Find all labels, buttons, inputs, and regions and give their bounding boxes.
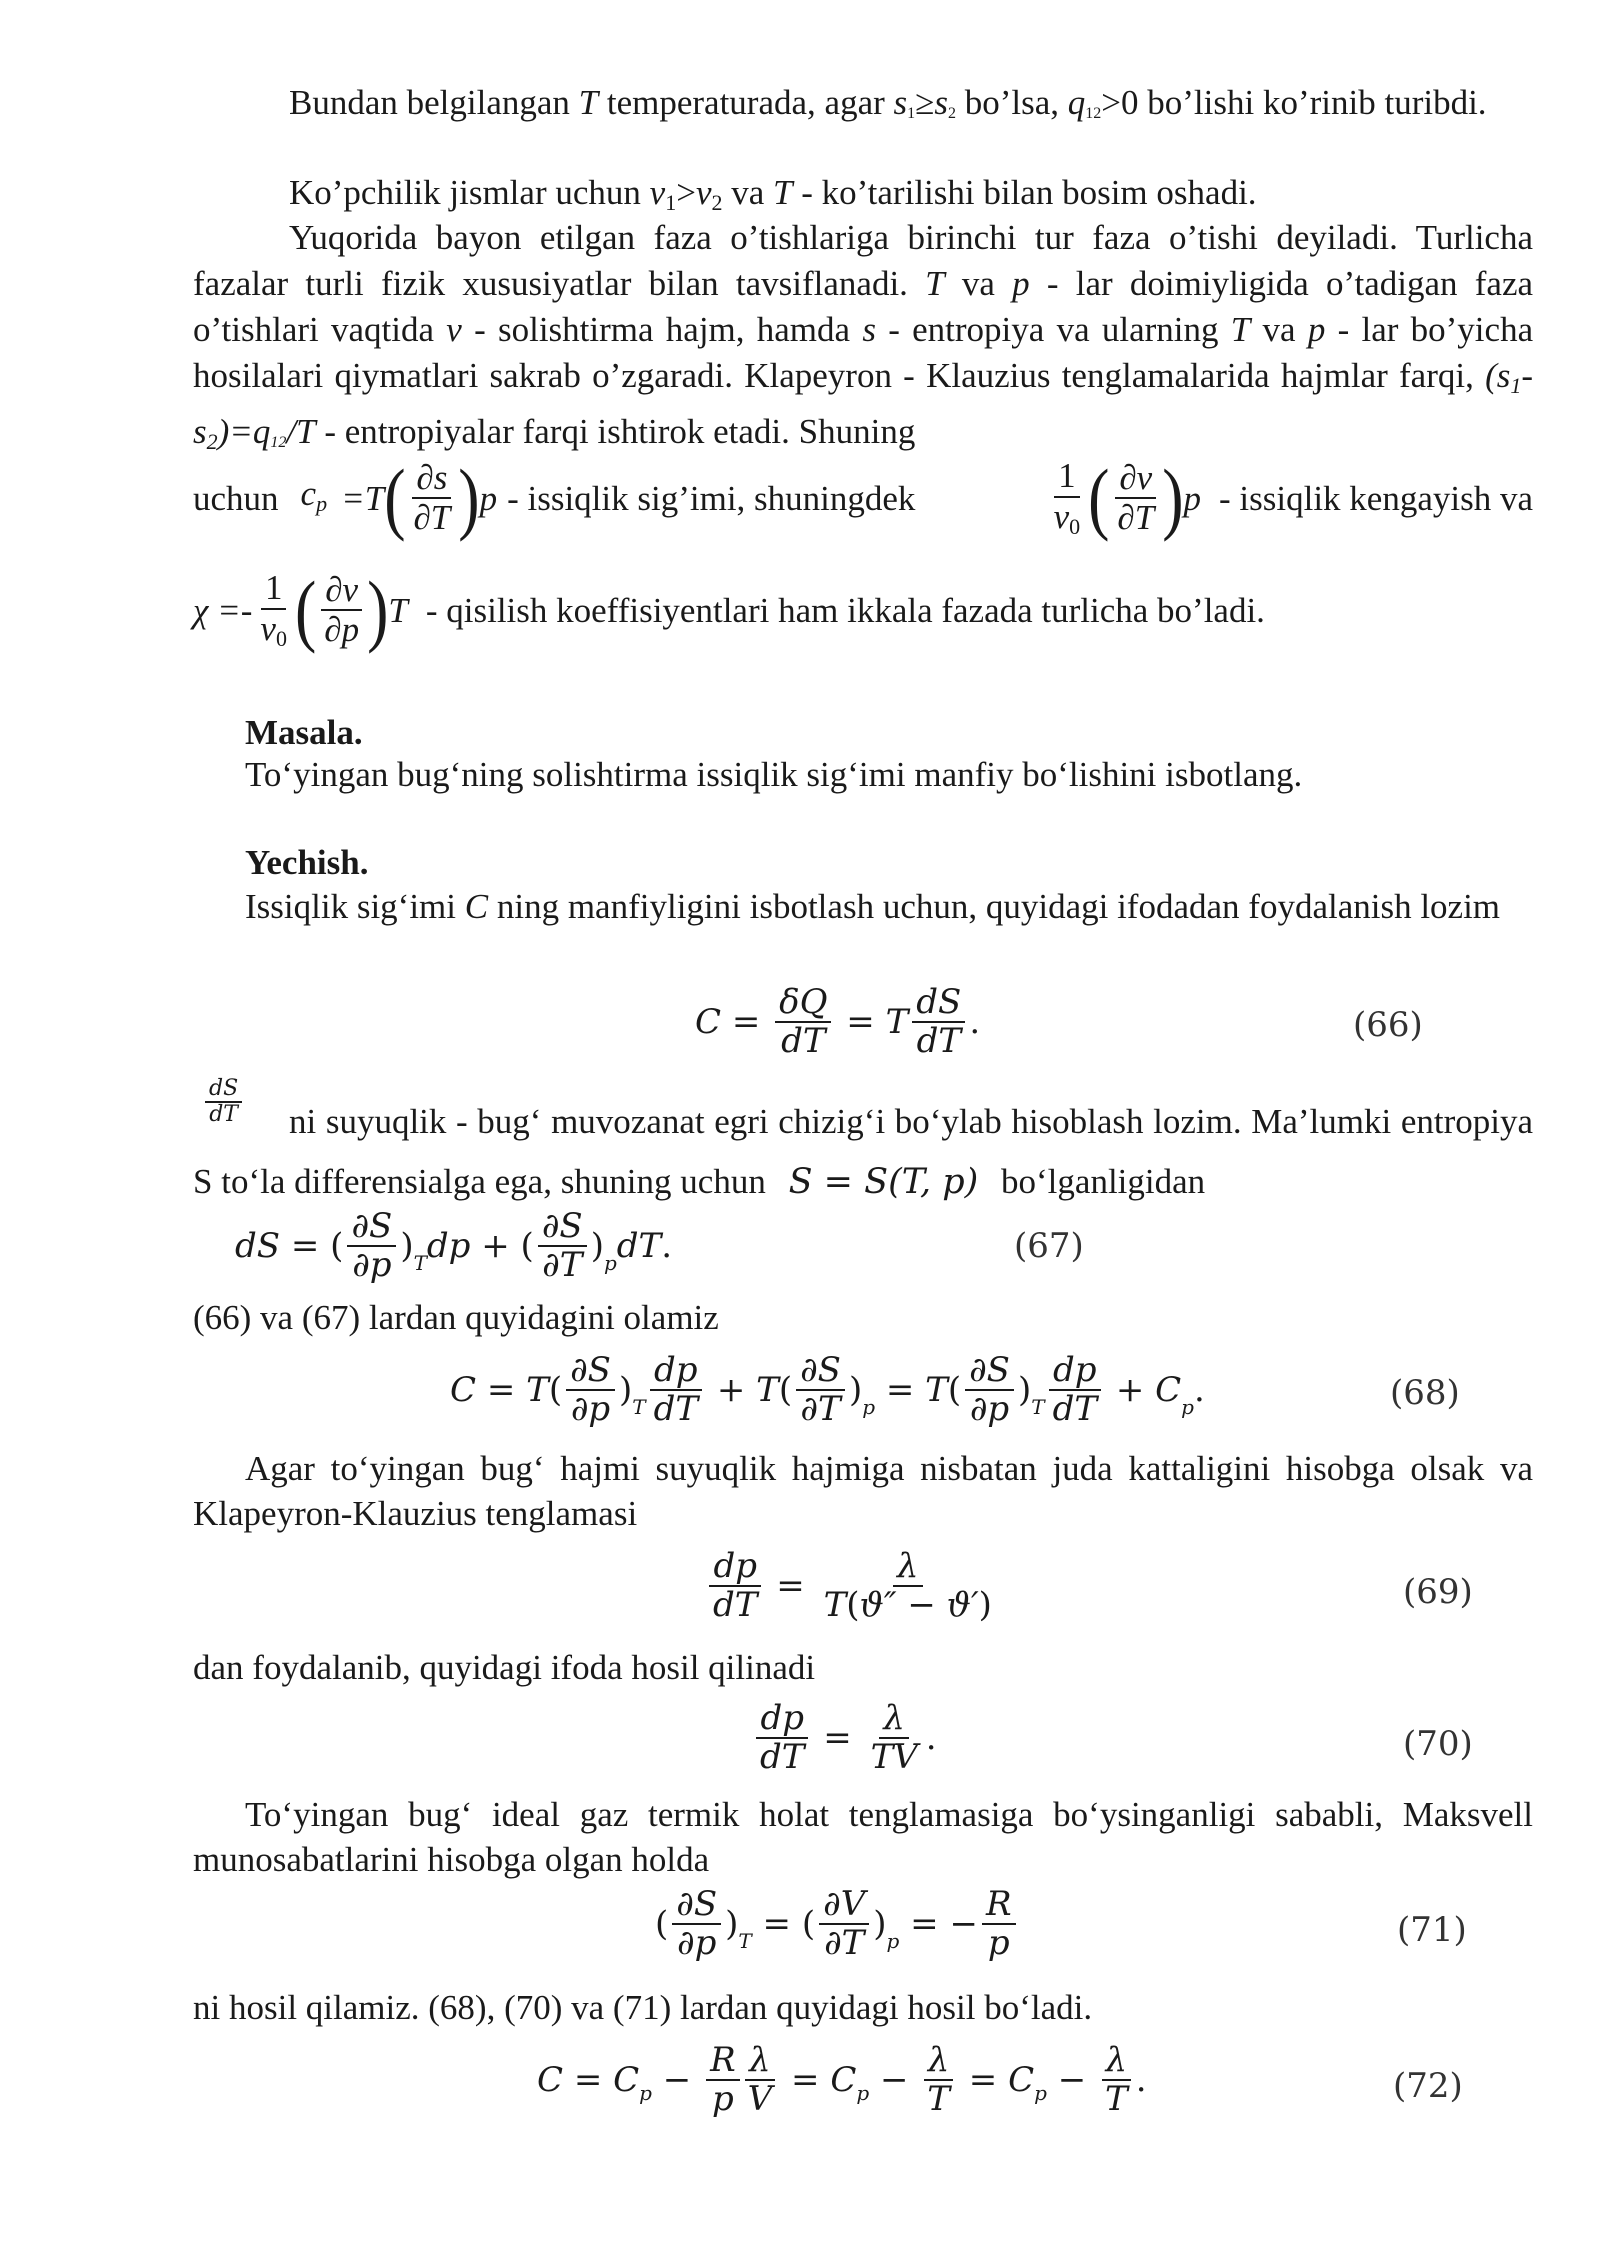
p3-text-va: va (961, 264, 995, 303)
dsdt-text: ni suyuqlik - bug‘ muvozanat egri chizig‘i bo‘ylab hisoblash lozim. Ma’lumki entropiya S to‘la differensialga ega, shuning uchun (193, 1102, 1533, 1201)
agar-text: Agar to‘yingan bug‘ hajmi suyuqlik hajmiga nisbatan juda kattaligini hisobga olsak va Klapeyron-Klauzius tenglamasi (193, 1449, 1533, 1533)
paren-right-3: ) (367, 565, 389, 654)
p1-sub-12: 12 (1085, 105, 1102, 122)
p1-text-d: >0 bo’lishi ko’rinib turibdi. (1101, 83, 1487, 122)
paren-left: ( (384, 453, 406, 542)
p1-sub-2: 2 (947, 105, 956, 122)
f1-v0: v (1053, 496, 1070, 536)
f1-text: - issiqlik sig’imi, shuningdek (507, 478, 916, 518)
p3-text-j: - entropiyalar farqi ishtirok etadi. Shuning (324, 412, 916, 451)
p3-text-va2: va (1262, 310, 1296, 349)
p1-symbol-s1: s (893, 83, 908, 122)
equation-number-68: (68) (1390, 1373, 1460, 1413)
paren-right-2: ) (1162, 453, 1184, 542)
f2-T: T (388, 590, 408, 630)
f1-p2: p (1183, 478, 1201, 518)
p3-symbol-p2: p (1307, 310, 1326, 349)
l66-67-text: (66) va (67) lardan quyidagini olamiz (193, 1298, 719, 1337)
yechish-title: Yechish. (245, 843, 369, 882)
f2-numerator: ∂v (321, 571, 362, 612)
p3-symbol-T: T (925, 264, 945, 303)
equation-number-71: (71) (1397, 1910, 1467, 1950)
p3-symbol-s: s (862, 310, 876, 349)
f1-uchun: uchun (193, 478, 279, 518)
toy-text: To‘yingan bug‘ ideal gaz termik holat tenglamasiga bo‘ysinganligi sababli, Maksvell munosabatlarini hisobga olgan holda (193, 1795, 1533, 1879)
p3-text-c: - solishtirma hajm, hamda (474, 310, 851, 349)
p3-symbol-p: p (1012, 264, 1030, 303)
equation-71: ( $\frac{\partial S}{\partial p}$ ) T = ( $\frac{\partial V}{\partial T}$ ) p = − $\frac{R}{p}$ (655, 1886, 1020, 1963)
p3-g: -s (193, 356, 1534, 451)
f2-one: 1 (261, 569, 287, 610)
formula-line-cp (193, 448, 1533, 548)
p3-text-d: - entropiya va ularning (888, 310, 1219, 349)
p2-symbol-v2: v (695, 173, 712, 212)
s-function: S = S(T, p) (788, 1162, 979, 1202)
p1-text-c: bo’lsa, (964, 83, 1060, 122)
p2-gt: > (676, 173, 696, 212)
p1-symbol-T: T (578, 83, 599, 122)
equation-number-72: (72) (1393, 2066, 1463, 2106)
f1-text2: - issiqlik kengayish va (1219, 478, 1533, 518)
equation-70: $\frac{dp}{dT}$ = $\frac{\lambda}{TV}$ . (752, 1700, 937, 1777)
formula-line-chi (193, 555, 1533, 665)
p1-text-b: temperaturada, agar (606, 83, 885, 122)
paren-left-2: ( (1088, 453, 1110, 542)
f2-v0: v (260, 608, 276, 648)
equation-67: dS = ( $\frac{\partial S}{\partial p}$ ) T dp + ( $\frac{\partial S}{\partial T}$ ) p dT . (235, 1206, 673, 1286)
p2-text-b: va (731, 173, 765, 212)
p1-text-a: Bundan belgilangan (289, 83, 570, 122)
p3-fsub2: 2 (206, 429, 218, 454)
ni-paragraph (193, 1985, 1533, 2030)
f2-fraction-1v0 (256, 569, 291, 651)
equation-number-70: (70) (1403, 1724, 1473, 1764)
f2-denominator: ∂p (324, 610, 360, 649)
equation-number-69: (69) (1403, 1572, 1473, 1612)
f1-eqT: =T (341, 478, 385, 518)
p3-symbol-v: v (446, 310, 462, 349)
f1-fraction-2 (1113, 459, 1158, 538)
p2-sub-2: 2 (711, 190, 723, 215)
f1-one: 1 (1054, 457, 1080, 498)
equation-72: C = C p − $\frac{R}{p}$ $\frac{\lambda}{V}$ = C p − $\frac{\lambda}{T}$ = C p − $\frac{\lambda}{T}$ . (537, 2040, 1147, 2120)
ni-text: ni hosil qilamiz. (68), (70) va (71) lardan quyidagi hosil bo‘ladi. (193, 1988, 1093, 2027)
p1-sub-1: 1 (907, 105, 916, 122)
line-66-67 (193, 1295, 1533, 1340)
masala-heading (193, 710, 1585, 755)
f1-p: p (479, 478, 498, 518)
f1-fraction-1v0 (1050, 457, 1085, 539)
equation-number-67: (67) (1014, 1226, 1084, 1266)
equation-number-66: (66) (1353, 1005, 1423, 1045)
paragraph-1 (193, 80, 1533, 136)
p1-symbol-s2: s (934, 83, 948, 122)
f1-denominator: ∂T (413, 498, 451, 537)
bolgan-text: bo‘lganligidan (1001, 1162, 1206, 1201)
p2-text-c: - ko’tarilishi bilan bosim oshadi. (801, 173, 1257, 212)
dsdt-paragraph (193, 1092, 1533, 1212)
f1-numerator-2: ∂v (1115, 459, 1156, 500)
paren-right: ) (458, 453, 480, 542)
p3-fsub1: 1 (1510, 373, 1522, 398)
equation-68: C = T ( $\frac{\partial S}{\partial p}$ ) T $\frac{dp}{dT}$ + T ( $\frac{\partial S}{\partial T}$ ) p = T ( $\frac{\partial S}{\partial p}$ ) T $\frac{dp}{dT}$ + C p . (450, 1350, 1205, 1430)
f2-text: - qisilish koeffisiyentlari ham ikkala fazada turlicha bo’ladi. (425, 590, 1265, 630)
p3-symbol-T2: T (1230, 310, 1251, 349)
p3-h: )=q (217, 412, 271, 451)
yechish-heading (193, 840, 1585, 885)
p3-fsub3: 12 (270, 434, 287, 451)
paragraph-3 (193, 215, 1533, 466)
toy-paragraph (193, 1792, 1533, 1882)
dan-paragraph (193, 1645, 1533, 1690)
f2-chi: χ =- (193, 590, 253, 630)
y1-text-b: ning manfiyligini isbotlash uchun, quyidagi ifodadan foydalanish lozim (496, 887, 1501, 926)
f2-fraction (320, 571, 363, 650)
y1-text-a: Issiqlik sig‘imi (245, 887, 456, 926)
dan-text: dan foydalanib, quyidagi ifoda hosil qilinadi (193, 1648, 816, 1687)
f1-denominator-2: ∂T (1117, 498, 1155, 537)
f1-v0-sub: 0 (1069, 513, 1081, 539)
p1-symbol-q: q (1067, 83, 1086, 122)
p2-symbol-T: T (773, 173, 793, 212)
p3-text-e: - lar bo’yicha hosilalari qiymatlari sakrab o’zgaradi. Klapeyron - Klauzius tenglamalarida hajmlar farqi, (193, 310, 1534, 395)
masala-text (193, 752, 1585, 797)
paren-left-3: ( (294, 565, 317, 654)
p3-text-a: Yuqorida bayon etilgan faza o’tishlariga birinchi tur faza o’tishi deyiladi. Turlicha fazalar turli fizik xususiyatlar bilan tavsiflanadi. (193, 218, 1533, 303)
f1-cp: c (300, 473, 317, 513)
yechish-paragraph (193, 884, 1533, 929)
dsdt-fraction: $\frac{dS}{dT}$ (205, 1077, 242, 1127)
masala-title: Masala. (245, 713, 363, 752)
p3-text-b: - lar doimiyligida o’tadigan faza o’tishlari vaqtida (193, 264, 1534, 349)
p2-symbol-v1: v (649, 173, 666, 212)
p1-ge: ≥ (915, 83, 935, 122)
y1-symbol-C: C (464, 887, 489, 926)
p3-i: /T (286, 412, 316, 451)
p3-f: (s (1485, 356, 1511, 395)
p2-text-a: Ko’pchilik jismlar uchun (289, 173, 641, 212)
masala-body: To‘yingan bug‘ning solishtirma issiqlik sig‘imi manfiy bo‘lishini isbotlang. (245, 755, 1303, 794)
f1-numerator: ∂s (412, 459, 451, 500)
p2-sub-1: 1 (665, 190, 677, 215)
equation-69: $\frac{dp}{dT}$ = $\frac{\lambda}{T(ϑ'' - ϑ')}$ (705, 1548, 1000, 1625)
f1-cp-sub: p (316, 490, 328, 516)
f2-v0-sub: 0 (275, 625, 287, 651)
f1-fraction (410, 459, 455, 538)
agar-paragraph (193, 1446, 1533, 1536)
equation-66: C = $\frac{\delta Q}{dT}$ = T $\frac{dS}{dT}$ . (695, 982, 981, 1062)
